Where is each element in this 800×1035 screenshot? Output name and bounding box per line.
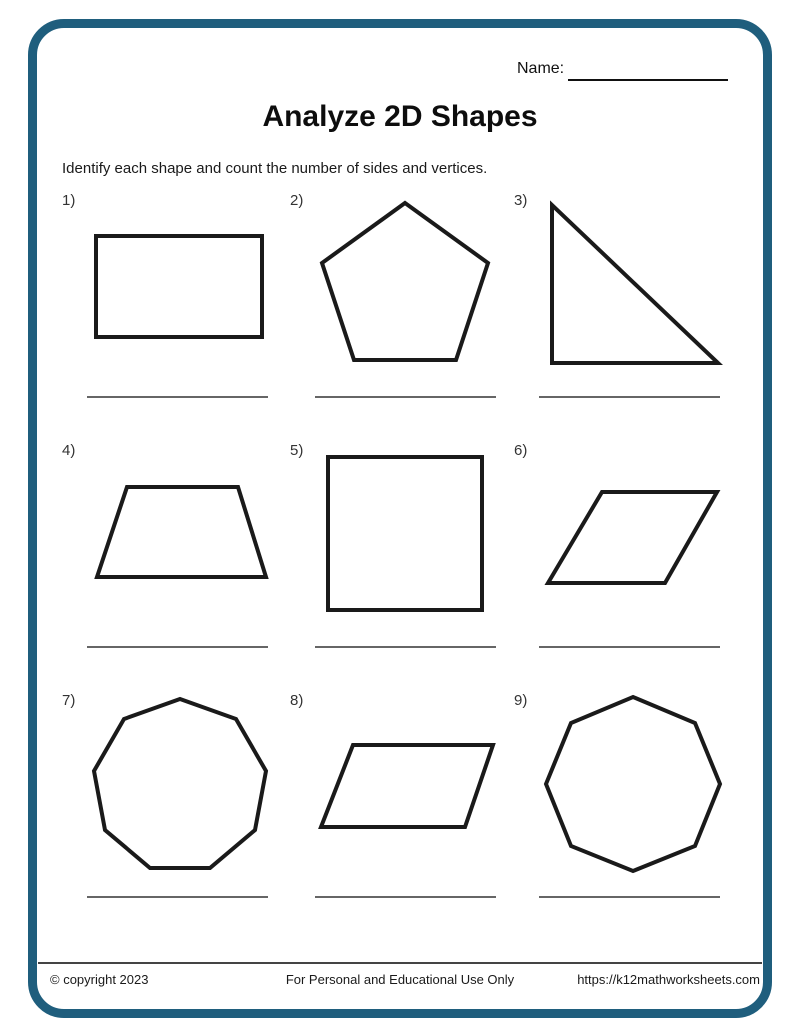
problem-number: 8) — [290, 692, 304, 709]
shape-nonagon — [94, 699, 266, 868]
problem-cell-2 — [283, 190, 505, 405]
problem-cell-7 — [55, 690, 277, 905]
problem-number: 9) — [514, 692, 528, 709]
footer-divider — [38, 962, 762, 964]
page-title: Analyze 2D Shapes — [262, 100, 538, 133]
problem-number: 3) — [514, 192, 528, 209]
usage-text: For Personal and Educational Use Only — [285, 972, 515, 987]
problem-number: 5) — [290, 442, 304, 459]
shape-rectangle — [96, 236, 262, 337]
shape-drawing-4 — [55, 440, 277, 655]
problem-number: 6) — [514, 442, 528, 459]
answer-line — [315, 896, 496, 898]
shape-drawing-7 — [55, 690, 277, 905]
shape-trapezoid — [97, 487, 266, 577]
problem-cell-9 — [507, 690, 729, 905]
problem-number: 1) — [62, 192, 76, 209]
shape-square — [328, 457, 482, 610]
shape-drawing-6 — [507, 440, 729, 655]
name-label: Name: — [517, 60, 565, 77]
shape-drawing-9 — [507, 690, 729, 905]
problem-cell-5 — [283, 440, 505, 655]
problem-cell-6 — [507, 440, 729, 655]
shape-pentagon — [322, 203, 488, 360]
shape-right-triangle — [552, 205, 718, 363]
answer-line — [315, 396, 496, 398]
shape-drawing-2 — [283, 190, 505, 405]
answer-line — [539, 646, 720, 648]
answer-line — [315, 646, 496, 648]
copyright-text: © copyright 2023 — [50, 972, 149, 987]
shape-drawing-5 — [283, 440, 505, 655]
answer-line — [87, 896, 268, 898]
problem-cell-4 — [55, 440, 277, 655]
shape-drawing-3 — [507, 190, 729, 405]
answer-line — [539, 396, 720, 398]
problem-number: 7) — [62, 692, 76, 709]
shape-parallelogram — [321, 745, 493, 827]
website-url: https://k12mathworksheets.com — [577, 972, 760, 987]
shape-drawing-8 — [283, 690, 505, 905]
problem-cell-1 — [55, 190, 277, 405]
shape-parallelogram — [548, 492, 717, 583]
answer-line — [87, 396, 268, 398]
name-blank-line — [568, 79, 728, 81]
problem-cell-8 — [283, 690, 505, 905]
problem-number: 2) — [290, 192, 304, 209]
shape-octagon — [546, 697, 720, 871]
instruction-text: Identify each shape and count the number of sides and vertices. — [62, 160, 488, 177]
problem-cell-3 — [507, 190, 729, 405]
answer-line — [539, 896, 720, 898]
answer-line — [87, 646, 268, 648]
shape-drawing-1 — [55, 190, 277, 405]
problem-number: 4) — [62, 442, 76, 459]
